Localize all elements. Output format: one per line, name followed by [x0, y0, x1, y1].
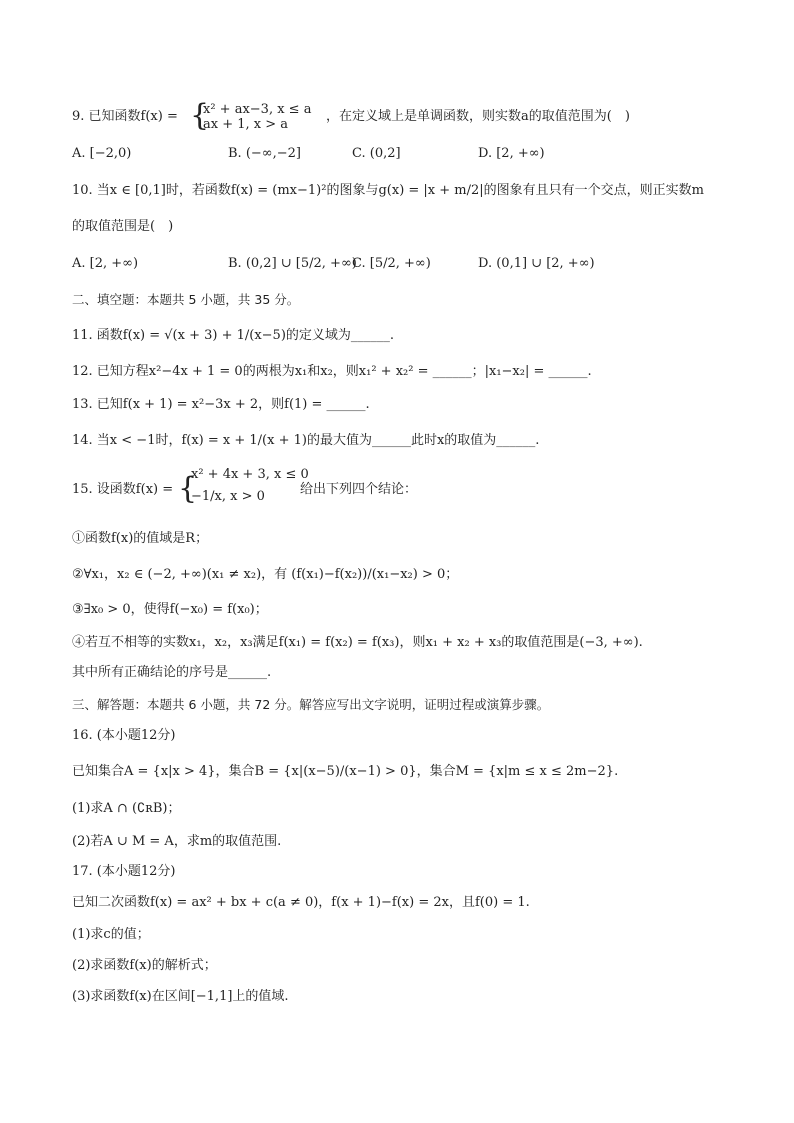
- q10-option-c: C. [5/2, +∞): [352, 256, 431, 271]
- q15-brace: {: [178, 471, 198, 506]
- q15-conclusion-4: ④若互不相等的实数x₁，x₂，x₃满足f(x₁) = f(x₂) = f(x₃)，则x₁ + x₂ + x₃的取值范围是(−3, +∞).: [72, 635, 643, 650]
- q17-part-1: (1)求c的值；: [72, 927, 150, 942]
- q17-part-3: (3)求函数f(x)在区间[−1,1]上的值域.: [72, 989, 289, 1004]
- q17-heading: 17. (本小题12分): [72, 864, 176, 879]
- q16-part-1: (1)求A ∩ (∁ʀB)；: [72, 801, 181, 816]
- q9-suffix: ，在定义域上是单调函数，则实数a的取值范围为( ): [326, 109, 630, 124]
- q12: 12. 已知方程x²−4x + 1 = 0的两根为x₁和x₂，则x₁² + x₂² = ______；|x₁−x₂| = ______.: [72, 364, 592, 379]
- q16-heading: 16. (本小题12分): [72, 728, 176, 743]
- q10-line2: 的取值范围是( ): [72, 219, 174, 234]
- q9-case2: ax + 1, x > a: [203, 117, 289, 132]
- q10-line1: 10. 当x ∈ [0,1]时，若函数f(x) = (mx−1)²的图象与g(x) = |x + m/2|的图象有且只有一个交点，则正实数m: [72, 183, 704, 198]
- q9-option-a: A. [−2,0): [72, 146, 132, 161]
- section-3-heading: 三、解答题：本题共 6 小题，共 72 分。解答应写出文字说明，证明过程或演算步骤。: [72, 697, 550, 712]
- q15-conclusion-2: ②∀x₁，x₂ ∈ (−2, +∞)(x₁ ≠ x₂)，有 (f(x₁)−f(x₂))/(x₁−x₂) > 0；: [72, 567, 459, 582]
- q9-case1: x² + ax−3, x ≤ a: [203, 102, 312, 117]
- q17-part-2: (2)求函数f(x)的解析式；: [72, 958, 217, 973]
- section-2-heading: 二、填空题：本题共 5 小题，共 35 分。: [72, 292, 300, 307]
- q9-brace: {: [190, 98, 210, 133]
- q16-stem: 已知集合A = {x|x > 4}，集合B = {x|(x−5)/(x−1) > 0}，集合M = {x|m ≤ x ≤ 2m−2}.: [72, 764, 619, 779]
- q15-conclusion-1: ①函数f(x)的值域是R；: [72, 531, 209, 546]
- q10-option-a: A. [2, +∞): [72, 256, 139, 271]
- q11: 11. 函数f(x) = √(x + 3) + 1/(x−5)的定义域为______.: [72, 328, 395, 343]
- q15-conclusion-3: ③∃x₀ > 0，使得f(−x₀) = f(x₀)；: [72, 602, 268, 617]
- q13: 13. 已知f(x + 1) = x²−3x + 2，则f(1) = ______.: [72, 397, 370, 412]
- q10-option-b: B. (0,2] ∪ [5/2, +∞): [228, 256, 357, 271]
- q15-case1: x² + 4x + 3, x ≤ 0: [191, 467, 309, 482]
- q10-option-d: D. (0,1] ∪ [2, +∞): [478, 256, 595, 271]
- q9-option-c: C. (0,2]: [352, 146, 401, 161]
- q15-prefix: 15. 设函数f(x) =: [72, 482, 174, 497]
- q15-suffix: 给出下列四个结论：: [300, 482, 418, 497]
- q9-option-b: B. (−∞,−2]: [228, 146, 301, 161]
- q14: 14. 当x < −1时，f(x) = x + 1/(x + 1)的最大值为______此时x的取值为______.: [72, 433, 540, 448]
- q9-prefix: 9. 已知函数f(x) =: [72, 109, 178, 124]
- q15-case2: −1/x, x > 0: [191, 489, 265, 504]
- q15-ending: 其中所有正确结论的序号是______.: [72, 665, 272, 680]
- q9-option-d: D. [2, +∞): [478, 146, 545, 161]
- q16-part-2: (2)若A ∪ M = A，求m的取值范围.: [72, 834, 282, 849]
- q17-stem: 已知二次函数f(x) = ax² + bx + c(a ≠ 0)，f(x + 1)−f(x) = 2x，且f(0) = 1.: [72, 895, 530, 910]
